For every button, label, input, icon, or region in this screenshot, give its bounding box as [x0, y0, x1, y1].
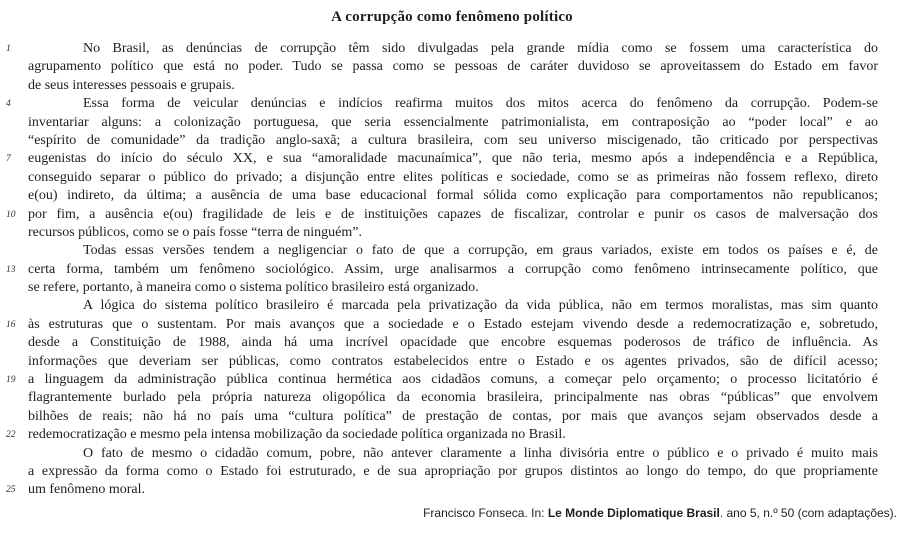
text-line-row: [0, 389, 904, 407]
passage-body: [0, 40, 904, 500]
text-line-row: [0, 316, 904, 334]
line-text: conseguido separar o público do privado; a disjunção entre elites políticas e sociedade, como se as primeiras não fossem reflexo, direto: [28, 169, 878, 185]
text-line-row: [0, 279, 904, 297]
line-number: 19: [6, 375, 16, 386]
line-text: “espírito de comunidade” da tradição anglo-saxã; a cultura brasileira, com seu universo miscigenado, tão criticado por perspectivas: [28, 132, 878, 148]
line-text: recursos públicos, como se o país fosse “terra de ninguém”.: [28, 224, 362, 240]
text-line-row: [0, 187, 904, 205]
text-line-row: [0, 297, 904, 315]
line-number: 25: [6, 485, 16, 496]
text-line-row: [0, 77, 904, 95]
line-text: O fato de mesmo o cidadão comum, pobre, não antever claramente a linha divisória entre o público e o privado é muito mais: [83, 445, 878, 461]
line-text: se refere, portanto, à maneira como o sistema político brasileiro está organizado.: [28, 280, 479, 296]
text-line-row: [0, 169, 904, 187]
text-line-row: [0, 132, 904, 150]
text-line-row: [0, 114, 904, 132]
line-text: e(ou) indireto, da última; a ausência de uma base educacional formal sólida como explicação para comportamentos não republicanos;: [28, 188, 878, 204]
line-number: 22: [6, 430, 16, 441]
text-line-row: [0, 334, 904, 352]
line-text: redemocratização e mesmo pela intensa mobilização da sociedade política organizada no Brasil.: [28, 427, 566, 443]
line-text: um fenômeno moral.: [28, 482, 146, 498]
line-text: No Brasil, as denúncias de corrupção têm sido divulgadas pela grande mídia como se fossem uma característica do: [83, 41, 878, 56]
line-text: às estruturas que o sustentam. Por mais avanços que a sociedade e o Estado estejam vivendo desde a redemocratização e, sobretudo,: [28, 316, 878, 332]
line-text: por fim, a ausência e(ou) fragilidade de leis e de instituições capazes de fiscalizar, controlar e punir os casos de malversação dos: [28, 206, 878, 222]
line-number: 10: [6, 209, 16, 220]
text-line-row: [0, 445, 904, 463]
line-text: A lógica do sistema político brasileiro é marcada pela privatização da vida pública, não em termos moralistas, mas sim quanto: [83, 298, 878, 314]
text-line-row: [0, 261, 904, 279]
line-text: a expressão da forma como o Estado foi estruturado, e de sua apropriação por grupos distintos ao longo do tempo, do que propriamente: [28, 463, 878, 479]
line-text: bilhões de reais; não há no país uma “cultura política” de prestação de contas, por mais que avanços sejam observados desde a: [28, 408, 878, 424]
line-text: desde a Constituição de 1988, ainda há uma incrível opacidade que encobre esquemas poderosos de tráfico de influência. As: [28, 335, 878, 351]
text-line-row: [0, 371, 904, 389]
line-number: 13: [6, 264, 16, 275]
text-line-row: [0, 224, 904, 242]
text-line-row: [0, 206, 904, 224]
line-text: Todas essas versões tendem a negligenciar o fato de que a corrupção, em graus variados, existe em todos os países e é, de: [83, 243, 878, 259]
text-line-row: [0, 150, 904, 168]
line-text: a linguagem da administração pública continua hermética aos cidadãos comuns, a começar pelo orçamento; o processo licitatório é: [28, 372, 878, 388]
text-line-row: [0, 481, 904, 499]
source-publication: Le Monde Diplomatique Brasil: [547, 506, 720, 520]
text-line-row: [0, 353, 904, 371]
line-text: agrupamento político que está no poder. Tudo se passa como se pessoas de caráter duvidoso se aproveitassem do Estado em favor: [28, 59, 878, 75]
source-issue: . ano 5, n.º 50 (com adaptações).: [719, 506, 897, 520]
line-number: 4: [6, 99, 11, 110]
line-text: flagrantemente burlado pela própria natureza oligopólica da economia brasileira, principalmente nas obras “públicas” que envolvem: [28, 390, 878, 406]
line-number: 16: [6, 319, 16, 330]
text-line-row: [0, 463, 904, 481]
text-line-row: [0, 40, 904, 58]
source-citation: [423, 506, 897, 520]
source-author: Francisco Fonseca. In:: [423, 506, 548, 520]
line-text: eugenistas do início do século XX, e sua “amoralidade macunaímica”, que não teria, mesmo após a independência e a República,: [28, 151, 878, 167]
line-text: de seus interesses pessoais e grupais.: [28, 77, 235, 93]
line-text: informações que deveriam ser públicas, como contratos estabelecidos entre o Estado e os agentes privados, são de difícil acesso;: [28, 353, 878, 369]
text-line-row: [0, 242, 904, 260]
text-line-row: [0, 95, 904, 113]
line-text: certa forma, também um fenômeno sociológico. Assim, urge analisarmos a corrupção como fenômeno intrinsecamente político, que: [28, 261, 878, 277]
passage-title: A corrupção como fenômeno político: [331, 9, 573, 25]
line-text: inventariar alguns: a colonização portuguesa, que seria essencialmente patrimonialista, em contraposição ao “poder local” e ao: [28, 114, 878, 130]
line-number: 7: [6, 154, 11, 165]
text-line-row: [0, 408, 904, 426]
text-line-row: [0, 58, 904, 76]
text-line-row: [0, 426, 904, 444]
line-number: 1: [6, 44, 11, 54]
line-text: Essa forma de veicular denúncias e indícios reafirma muitos dos mitos acerca do fenômeno da corrupção. Podem-se: [83, 96, 878, 112]
